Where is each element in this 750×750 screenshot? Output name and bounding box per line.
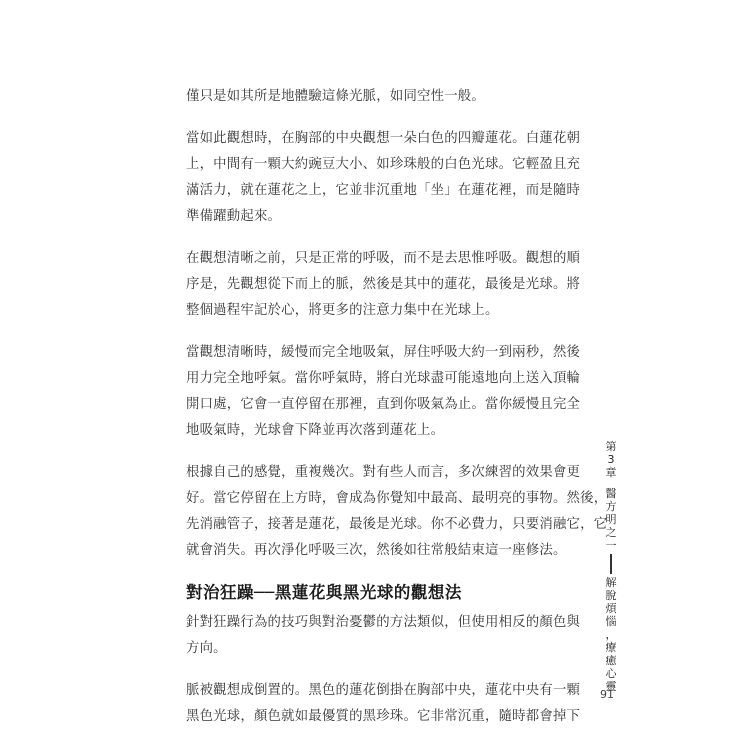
- text-line: 方向。: [186, 641, 227, 656]
- text-line: 整個過程牢記於心，將更多的注意力集中在光球上。: [186, 303, 499, 318]
- chapter-number: 3: [607, 453, 615, 466]
- paragraph-1: [186, 84, 582, 110]
- title-char: 明: [605, 513, 617, 526]
- title-char: 一: [605, 539, 617, 552]
- text-line: 黑色光球，顏色就如最優質的黑珍珠。它非常沉重，隨時都會掉下: [186, 709, 581, 724]
- text-line: 當如此觀想時，在胸部的中央觀想一朵白色的四瓣蓮花。白蓮花朝: [186, 131, 581, 146]
- text-line: 準備躍動起來。: [186, 209, 282, 224]
- paragraph-3: [186, 246, 582, 324]
- title-char: 之: [605, 526, 617, 539]
- text-line: 開口處，它會一直停留在那裡，直到你吸氣為止。當你緩慢且完全: [186, 397, 581, 412]
- text-line: 針對狂躁行為的技巧與對治憂鬱的方法類似，但使用相反的顏色與: [186, 615, 581, 630]
- title-char: 醫: [605, 487, 617, 500]
- text-line: 地吸氣時，光球會下降並再次落到蓮花上。: [186, 423, 445, 438]
- text-line: 用力完全地呼氣。當你呼氣時，將白光球盡可能遠地向上送入頂輪: [186, 371, 581, 386]
- title-char: 方: [605, 500, 617, 513]
- text-line: 當觀想清晰時，緩慢而完全地吸氣，屏住呼吸大約一到兩秒，然後: [186, 345, 581, 360]
- title-char: 脫: [605, 589, 617, 602]
- text-line: 脈被觀想成倒置的。黑色的蓮花倒掛在胸部中央，蓮花中央有一顆: [186, 683, 581, 698]
- title-dash: [610, 554, 611, 574]
- title-char: 心: [605, 667, 617, 680]
- paragraph-5: [186, 460, 608, 564]
- text-line: 在觀想清晰之前，只是正常的呼吸，而不是去思惟呼吸。觀想的順: [186, 251, 581, 266]
- text-line: 僅只是如其所是地體驗這條光脈，如同空性一般。: [186, 89, 485, 104]
- title-char: 煩: [605, 602, 617, 615]
- text-line: 根據自己的感覺，重複幾次。對有些人而言，多次練習的效果會更: [186, 465, 581, 480]
- text-line: 上，中間有一顆大約豌豆大小、如珍珠般的白色光球。它輕盈且充: [186, 157, 581, 172]
- paragraph-2: [186, 126, 582, 230]
- chapter-suffix: 章: [605, 466, 617, 479]
- paragraph-4: [186, 340, 582, 444]
- text-line: 滿活力，就在蓮花之上，它並非沉重地「坐」在蓮花裡，而是隨時: [186, 183, 581, 198]
- title-char: ，: [605, 628, 617, 641]
- text-line: 好。當它停留在上方時，會成為你覺知中最高、最明亮的事物。然後，: [186, 491, 608, 506]
- text-line: 序是，先觀想從下而上的脈，然後是其中的蓮花，最後是光球。將: [186, 277, 581, 292]
- chapter-prefix: 第: [605, 440, 617, 453]
- chapter-side-tab: [602, 440, 620, 693]
- section-heading: 對治狂躁──黑蓮花與黑光球的觀想法: [186, 583, 462, 602]
- title-char: 靈: [605, 680, 617, 693]
- title-char: 解: [605, 576, 617, 589]
- text-line: 就會消失。再次淨化呼吸三次，然後如往常般結束這一座修法。: [186, 543, 567, 558]
- paragraph-7: [186, 678, 582, 730]
- text-line: 先消融管子，接著是蓮花，最後是光球。你不必費力，只要消融它，它: [186, 517, 608, 532]
- title-char: 惱: [605, 615, 617, 628]
- paragraph-6: [186, 610, 582, 662]
- title-char: 療: [605, 641, 617, 654]
- title-char: 癒: [605, 654, 617, 667]
- page-number: 91: [600, 688, 614, 701]
